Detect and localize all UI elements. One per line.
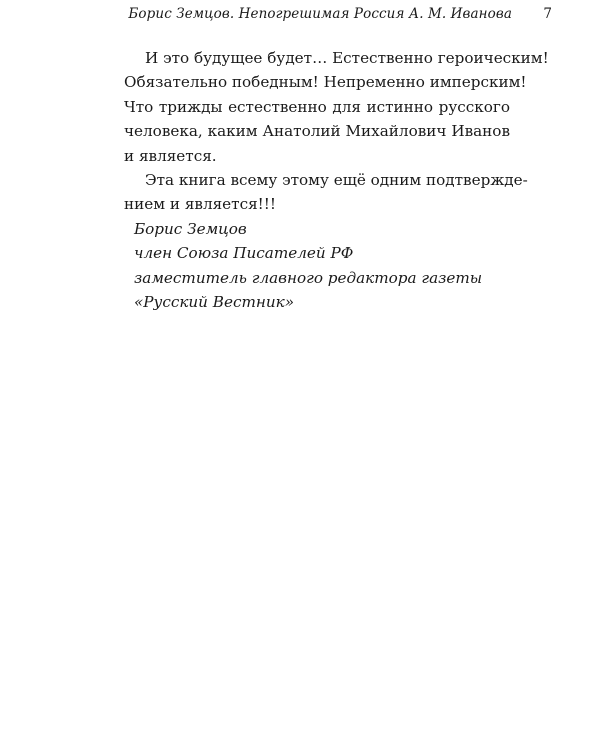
paragraph-1-line-3: Что трижды естественно для истинно русского	[124, 97, 510, 116]
signature-position: заместитель главного редактора газеты	[134, 268, 483, 287]
signature-role: член Союза Писателей РФ	[134, 244, 354, 263]
paragraph-1-line-1: И это будущее будет… Естественно героическим!	[145, 49, 549, 67]
paragraph-1	[124, 46, 549, 168]
signature-block	[134, 217, 482, 315]
paragraph-2-line-2: нием и является!!!	[124, 195, 276, 214]
paragraph-1-line-5: и является.	[124, 146, 217, 165]
paragraph-1-line-2: Обязательно победным! Непременно имперским!	[124, 73, 527, 92]
signature-newspaper: «Русский Вестник»	[134, 293, 294, 312]
body-text	[124, 46, 549, 217]
signature-name: Борис Земцов	[134, 220, 247, 238]
paragraph-2-line-1: Эта книга всему этому ещё одним подтвержде-	[145, 171, 528, 190]
paragraph-1-line-4: человека, каким Анатолий Михайлович Иванов	[124, 122, 510, 141]
page-number: 7	[543, 6, 552, 22]
paragraph-2	[124, 168, 528, 217]
running-head: Борис Земцов. Непогрешимая Россия А. М. Иванова	[128, 6, 512, 22]
